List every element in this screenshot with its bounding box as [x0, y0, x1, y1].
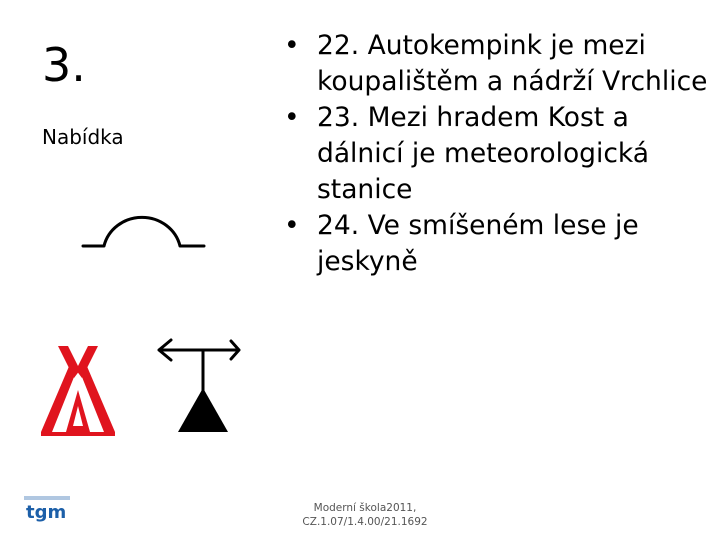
tgm-logo-icon: [24, 496, 70, 524]
bullet-item: [284, 208, 714, 280]
bullet-list: [284, 28, 714, 280]
footer-line-2: CZ.1.07/1.4.00/21.1692: [302, 516, 428, 528]
cave-symbol-icon: [78, 200, 210, 256]
footer-text: [270, 501, 460, 529]
bullet-item: [284, 100, 714, 208]
bullet-marker: •: [284, 30, 300, 61]
bullet-text: 23. Mezi hradem Kost a dálnicí je meteorologická stanice: [317, 102, 650, 205]
bullet-item: [284, 28, 714, 100]
campsite-tent-icon: [36, 340, 120, 436]
slide-number: 3.: [42, 38, 86, 92]
bullet-marker: •: [284, 102, 300, 133]
bullet-text: 24. Ve smíšeném lese je jeskyně: [317, 210, 639, 277]
bullet-marker: •: [284, 210, 300, 241]
svg-text:tgm: tgm: [26, 502, 67, 523]
bullet-text: 22. Autokempink je mezi koupalištěm a nádrží Vrchlice: [317, 30, 708, 97]
slide-subtitle: Nabídka: [42, 125, 124, 149]
footer-line-1: Moderní škola2011,: [313, 502, 417, 514]
weather-station-icon: [155, 332, 245, 434]
